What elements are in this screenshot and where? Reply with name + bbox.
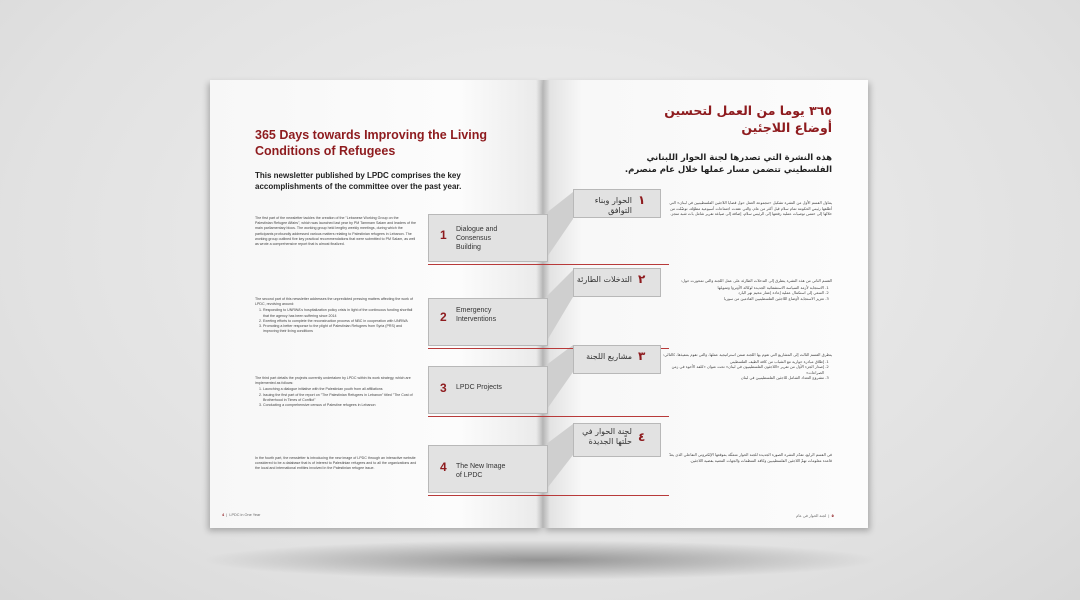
- page-number-ar: ٥: [831, 514, 834, 518]
- section-4-paragraph-ar: في القسم الرابع، تقدّم النشرة الصورة الجديدة للجنة الحوار متمثّلة بموقعها الإلكتروني التفاعلي الذي يعدّ قاعدة معلومات تهمّ اللاجئين الفلسطينيين وكافة المنظمات والجهات المعنية بقضية اللاجئين.: [669, 452, 832, 463]
- section-4-body-en: [255, 456, 417, 472]
- page-subtitle-en: This newsletter published by LPDC comprises the key accomplishments of the committee over the past year.: [255, 171, 462, 191]
- rule-3: [428, 416, 669, 417]
- section-2-item: 3. Promoting a better response to the plight of Palestinian Refugees from Syria (PRS) and improving their living conditions: [263, 324, 417, 334]
- section-3-paragraph: The third part details the projects currently undertaken by LPDC within its work strategy, which are implemented as follows:: [255, 376, 411, 386]
- section-1-paragraph: The first part of the newsletter tackles the creation of the "Lebanese Working Group on the Palestinian Refugee Affairs", which was launched last year by PM Tammam Salam and leaders of the main parliamentary blocs. The working group held lengthy weekly meetings, during which the participants profoundly addressed various matters relating to Palestinian refugees in Lebanon. The working group outlined five key practical recommendations that were submitted to PM Salam, as well as wrote a comprehensive report that is almost finalized.: [255, 216, 416, 247]
- section-label-2-ar: التدخلات الطارئة: [576, 275, 632, 284]
- section-label-4-en: The New Image of LPDC: [456, 463, 506, 479]
- section-2-paragraph-ar: القسم الثاني من هذه النشرة يتطرق إلى التدخلات الطارئة على عمل اللجنة والتي تمحورت حول:: [681, 278, 832, 283]
- footer-text-ar: لجنة الحوار في عام: [796, 514, 827, 518]
- section-3-paragraph-ar: يتطرق القسم الثالث إلى المشاريع التي تقوم بها اللجنة ضمن استراتيجية عملها، والتي تقوم بتنفيذها، كالتالي:: [662, 352, 832, 357]
- section-2-item: 2. Exerting efforts to complete the reconstruction process of NBC in cooperation with UNRWA: [263, 319, 417, 324]
- rule-1: [428, 264, 669, 265]
- section-3-item: 1. Launching a dialogue initiative with the Palestinian youth from all affiliations: [263, 387, 417, 392]
- section-3-item: 3. Conducting a comprehensive census of Palestine refugees in Lebanon: [263, 403, 417, 408]
- section-2-item-ar: 3. تعزيز الاستجابة لأوضاع اللاجئين الفلسطينيين القادمين من سوريا: [662, 296, 824, 302]
- section-2-item: 1. Responding to UNRWA's hospitalization policy crisis in light of the continuous funding shortfall that the agency has been suffering since 2014: [263, 308, 417, 318]
- section-3-item: 2. Issuing the first part of the report on "The Palestinian Refugees in Lebanon" titled "The Cost of Brotherhood in Times of Conflict": [263, 393, 417, 403]
- section-4-paragraph: In the fourth part, the newsletter is introducing the new image of LPDC through an interactive website considered to be a database that is of interest to Palestinian refugees and to all the organizations and the local and international entities involved in the Palestinian refugee issue.: [255, 456, 417, 471]
- section-number-3-ar: ٣: [638, 349, 646, 363]
- footer-en: 4 | LPDC in One Year: [222, 513, 261, 517]
- section-number-4-en: 4: [440, 460, 447, 474]
- section-2-body-ar: [662, 278, 832, 301]
- section-1-paragraph-ar: يتناول القسم الأول من النشرة تشكيل «مجموعة العمل حول قضايا اللاجئين الفلسطينيين في لبنان» التي أطلقها رئيس الحكومة تمام سلام قبل أكثر من عام، والتي عقدت اجتماعات أسبوعية مطوّلة، توصّلت من خلالها إلى خمس توصيات عملية رفعتها إلى الرئيس سلام، إضافة إلى صياغة تقرير شامل بات شبه منجز.: [669, 200, 832, 217]
- section-2-item-ar: 1. الاستجابة لأزمة السياسة الاستشفائية الجديدة لوكالة الأونروا وتمويلها: [662, 285, 824, 291]
- section-number-3-en: 3: [440, 381, 447, 395]
- section-label-2-en: Emergency Interventions: [456, 307, 497, 323]
- section-2-item-ar: 2. السعي إلى استكمال عملية إعادة إعمار مخيم نهر البارد: [662, 290, 824, 296]
- page-title-en: 365 Days towards Improving the Living Conditions of Refugees: [255, 128, 488, 158]
- page-number-en: 4: [222, 513, 225, 517]
- section-number-2-ar: ٢: [638, 272, 646, 286]
- section-number-4-ar: ٤: [638, 430, 646, 444]
- footer-text-en: LPDC in One Year: [229, 513, 261, 517]
- section-number-1-ar: ١: [638, 193, 646, 207]
- section-3-body-en: [255, 376, 417, 408]
- section-number-2-en: 2: [440, 310, 447, 324]
- section-label-3-en: LPDC Projects: [456, 384, 502, 391]
- section-3-item-ar: 3. مشروع التعداد الشامل للاجئين الفلسطينيين في لبنان: [662, 375, 824, 381]
- page-subtitle-ar: هذه النشرة التي تصدرها لجنة الحوار اللبناني الفلسطيني تتضمن مسار عملها خلال عام منصرم.: [624, 153, 832, 175]
- footer-ar: ٥ | لجنة الحوار في عام: [796, 514, 834, 518]
- section-2-body-en: [255, 297, 417, 334]
- section-1-body-en: [255, 216, 417, 247]
- section-3-item-ar: 2. إصدار الجزء الأول من تقرير «اللاجئون الفلسطينيون في لبنان» تحت عنوان «كلفة الأخوة في زمن الصراعات»: [662, 364, 824, 375]
- section-3-item-ar: 1. إطلاق مبادرة حوارية مع الشباب من كافة الطيف الفلسطيني: [662, 359, 824, 365]
- section-label-3-ar: مشاريع اللجنة: [586, 352, 632, 361]
- section-label-1-ar: الحوار وبناء التوافق: [594, 196, 632, 215]
- section-4-body-ar: [662, 452, 832, 463]
- page-title-ar: ٣٦٥ يوما من العمل لتحسين أوضاع اللاجئين: [664, 103, 832, 135]
- rule-4: [428, 495, 669, 496]
- section-number-1-en: 1: [440, 228, 447, 242]
- section-1-body-ar: [662, 200, 832, 217]
- section-3-body-ar: [662, 352, 832, 381]
- section-label-1-en: Dialogue and Consensus Building: [456, 226, 498, 251]
- section-label-4-ar: لجنة الحوار في حلّتها الجديدة: [582, 427, 632, 446]
- section-2-paragraph: The second part of this newsletter addresses the unpredicted pressing matters affecting the work of LPDC, revolving around:: [255, 297, 413, 307]
